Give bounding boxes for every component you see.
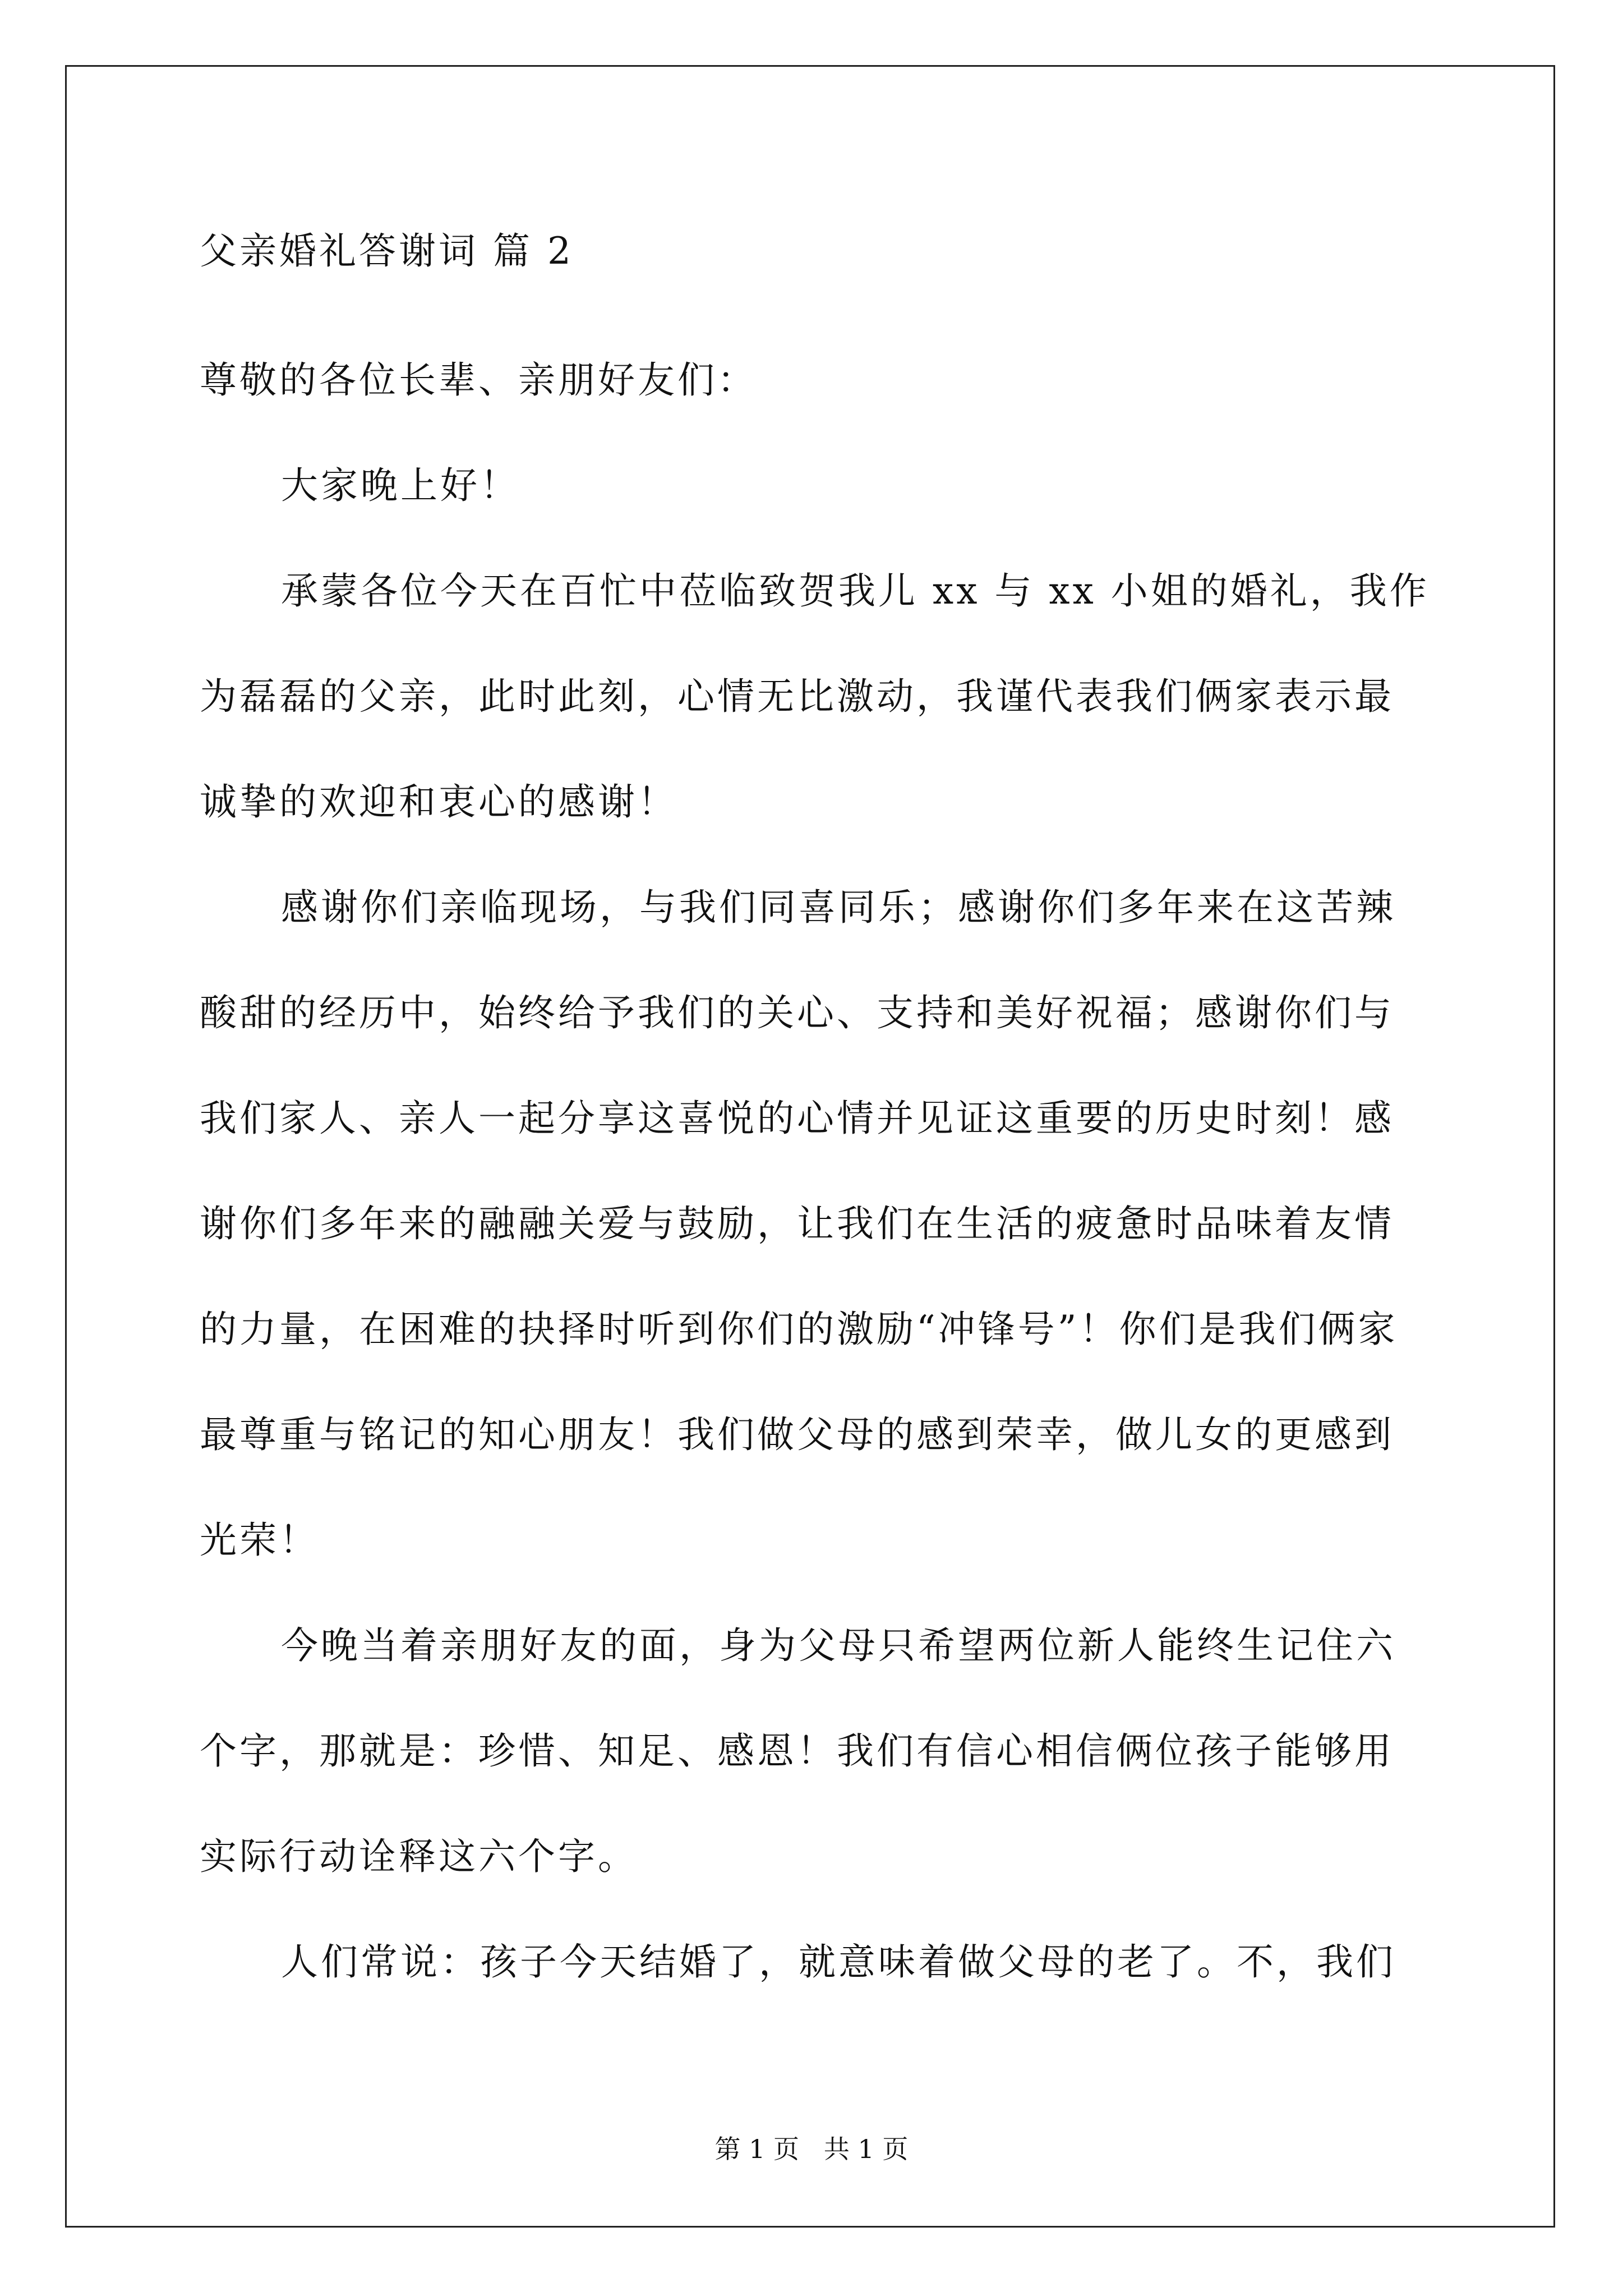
text-line: 感谢你们亲临现场，与我们同喜同乐；感谢你们多年来在这苦辣 <box>281 886 1396 929</box>
document-title: 父亲婚礼答谢词 篇 2 <box>200 229 574 273</box>
text-line: 我们家人、亲人一起分享这喜悦的心情并见证这重要的历史时刻！感 <box>200 1097 1394 1140</box>
text-line: 人们常说：孩子今天结婚了，就意味着做父母的老了。不，我们 <box>281 1940 1396 1984</box>
text-line: 今晚当着亲朋好友的面，身为父母只希望两位新人能终生记住六 <box>281 1624 1396 1667</box>
text-line: 酸甜的经历中，始终给予我们的关心、支持和美好祝福；感谢你们与 <box>200 991 1394 1034</box>
body-text <box>200 433 1430 2015</box>
text-line: 为磊磊的父亲，此时此刻，心情无比激动，我谨代表我们俩家表示最 <box>200 675 1394 718</box>
text-line: 的力量，在困难的抉择时听到你们的激励“冲锋号”！你们是我们俩家 <box>200 1308 1398 1351</box>
salutation: 尊敬的各位长辈、亲朋好友们： <box>200 358 757 402</box>
text-line: 谢你们多年来的融融关爱与鼓励，让我们在生活的疲惫时品味着友情 <box>200 1202 1394 1245</box>
document-body <box>200 223 1430 2015</box>
page-footer: 第 1 页 共 1 页 <box>714 2134 909 2164</box>
text-line: 实际行动诠释这六个字。 <box>200 1835 638 1878</box>
text-line: 最尊重与铭记的知心朋友！我们做父母的感到荣幸，做儿女的更感到 <box>200 1413 1394 1456</box>
text-line: 诚挚的欢迎和衷心的感谢！ <box>200 780 677 823</box>
text-line: 光荣！ <box>200 1519 319 1562</box>
text-line: 大家晚上好！ <box>281 464 520 507</box>
text-line: 承蒙各位今天在百忙中莅临致贺我儿 xx 与 xx 小姐的婚礼，我作 <box>281 569 1430 613</box>
text-line: 个字，那就是：珍惜、知足、感恩！我们有信心相信俩位孩子能够用 <box>200 1729 1394 1773</box>
